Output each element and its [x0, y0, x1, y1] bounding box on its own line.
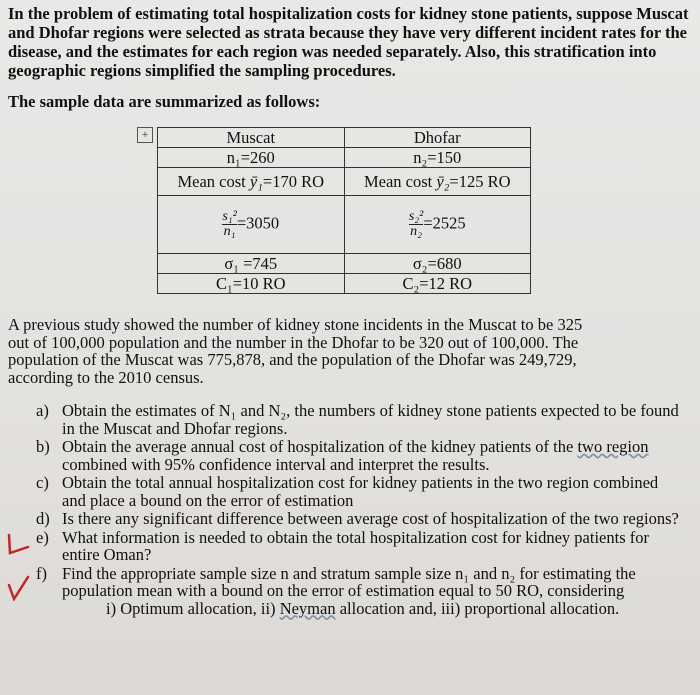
header-dhofar: Dhofar	[344, 128, 531, 148]
checkmark-f-icon	[6, 575, 30, 601]
n1: n₁=260	[158, 148, 345, 168]
table-container	[141, 127, 531, 294]
question-e: e) What information is needed to obtain the total hospitalization cost for kidney patients for entire Oman?	[36, 529, 686, 564]
sigma2: σ₂=680	[344, 254, 531, 274]
intro-paragraph: In the problem of estimating total hospitalization costs for kidney stone patients, suppose Muscat and Dhofar regions were selected as strata because they have very different incident rates for the disease, and the estimates for each region was needed separately. Also, this stratification into geographic regions simplified the sampling procedures.	[8, 4, 689, 80]
question-d: d) Is there any significant difference between average cost of hospitalization of the two regions?	[36, 509, 679, 528]
question-b: b) Obtain the average annual cost of hospitalization of the kidney patients of the two region combined with 95% confidence interval and interpret the results.	[36, 437, 649, 474]
mean2: Mean cost ȳ₂=125 RO	[344, 168, 531, 196]
table-move-handle-icon[interactable]: +	[137, 127, 153, 143]
checkmark-e-icon	[6, 531, 30, 557]
question-c: c) Obtain the total annual hospitalization cost for kidney patients in the two region combined and place a bound on the error of estimation	[36, 473, 659, 510]
data-table	[157, 127, 531, 294]
variance2: $\frac{\text{s₂²}}{\text{n₂}}$ =2525	[344, 196, 531, 254]
questions-container	[8, 402, 694, 617]
mean1: Mean cost ȳ₁=170 RO	[158, 168, 345, 196]
question-f: f) Find the appropriate sample size n and stratum sample size n₁ and n₂ for estimating the population mean with a bound on the error of estimation equal to 50 RO, considering i) Optimum allocation, ii) Neyman allocation and, iii) proportional allocation.	[36, 565, 686, 618]
cost2: C₂=12 RO	[344, 274, 531, 294]
study-paragraph: A previous study showed the number of kidney stone incidents in the Muscat to be 325 out of 100,000 population and the number in the Dhofar to be 320 out of 100,000. The population of the Muscat was 775,878, and the population of the Dhofar was 249,729, according to the 2010 census.	[8, 315, 583, 387]
n2: n₂=150	[344, 148, 531, 168]
sigma1: σ₁ =745	[158, 254, 345, 274]
header-muscat: Muscat	[158, 128, 345, 148]
variance1: $\frac{\text{s₁²}}{\text{n₁}}$ =3050	[158, 196, 345, 254]
question-list	[36, 402, 686, 617]
question-a: a) Obtain the estimates of N₁ and N₂, the numbers of kidney stone patients expected to be found in the Muscat and Dhofar regions.	[36, 401, 679, 438]
cost1: C₁=10 RO	[158, 274, 345, 294]
summary-heading: The sample data are summarized as follows:	[8, 92, 321, 111]
